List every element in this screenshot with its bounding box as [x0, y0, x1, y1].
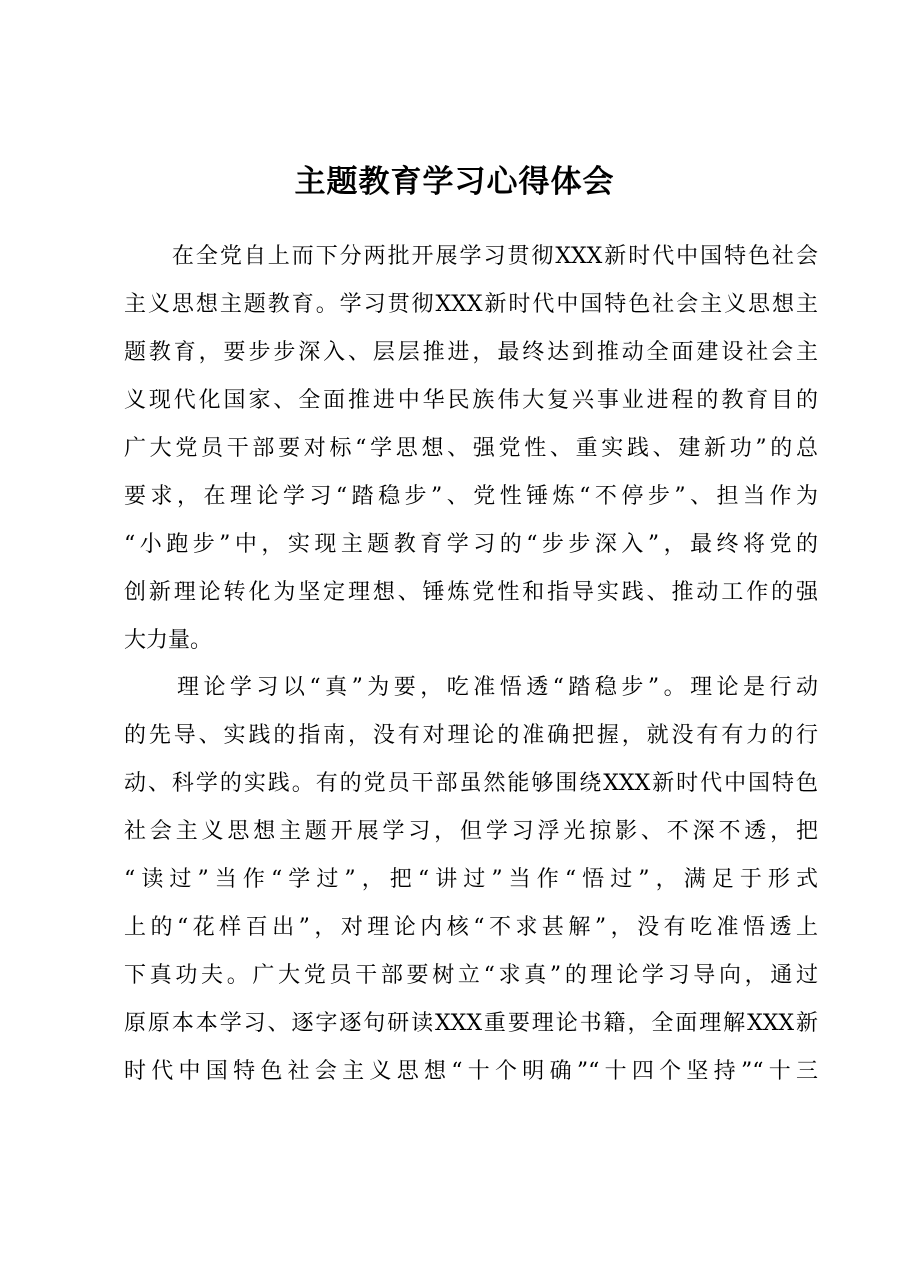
body-line: 理论学习以“真”为要，吃准悟透“踏稳步”。理论是行动	[124, 675, 818, 700]
body-line: 时代中国特色社会主义思想“十个明确”“十四个坚持”“十三	[124, 1059, 818, 1084]
body-line: 在全党自上而下分两批开展学习贯彻XXX新时代中国特色社会	[124, 244, 818, 269]
body-line: 下真功夫。广大党员干部要树立“求真”的理论学习导向，通过	[124, 963, 818, 988]
document-title: 主题教育学习心得体会	[294, 164, 615, 200]
body-line: 上的“花样百出”，对理论内核“不求甚解”，没有吃准悟透上	[124, 915, 818, 940]
body-line: 创新理论转化为坚定理想、锤炼党性和指导实践、推动工作的强	[124, 580, 818, 605]
body-line: 要求，在理论学习“踏稳步”、党性锤炼“不停步”、担当作为	[124, 484, 818, 509]
body-line: 动、科学的实践。有的党员干部虽然能够围绕XXX新时代中国特色	[124, 771, 818, 796]
body-line: 题教育，要步步深入、层层推进，最终达到推动全面建设社会主	[124, 340, 818, 365]
body-line: 义现代化国家、全面推进中华民族伟大复兴事业进程的教育目的	[124, 388, 818, 413]
body-line: 社会主义思想主题开展学习，但学习浮光掠影、不深不透，把	[124, 819, 818, 844]
body-line: 主义思想主题教育。学习贯彻XXX新时代中国特色社会主义思想主	[124, 292, 818, 317]
body-line: 广大党员干部要对标“学思想、强党性、重实践、建新功”的总	[124, 436, 818, 461]
body-line: 的先导、实践的指南，没有对理论的准确把握，就没有有力的行	[124, 723, 818, 748]
body-line: 大力量。	[124, 628, 213, 653]
body-line: “读过”当作“学过”，把“讲过”当作“悟过”，满足于形式	[124, 867, 818, 892]
body-line: 原原本本学习、逐字逐句研读XXX重要理论书籍，全面理解XXX新	[124, 1011, 818, 1036]
body-line: “小跑步”中，实现主题教育学习的“步步深入”，最终将党的	[124, 532, 818, 557]
